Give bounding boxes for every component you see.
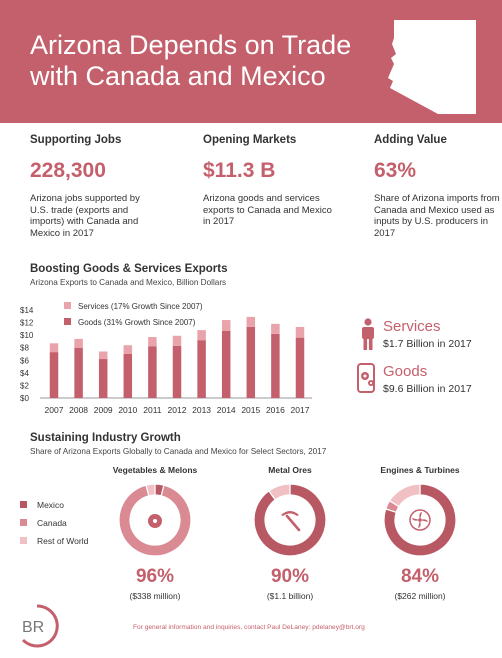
- x-tick-label: 2010: [118, 405, 138, 415]
- person-icon: [359, 318, 377, 350]
- bar-goods: [173, 346, 182, 398]
- stat-adding-value: [374, 134, 502, 239]
- bar-services: [99, 351, 108, 359]
- donut-percent: 84%: [400, 566, 440, 587]
- donut-slice-rest-of-world: [390, 484, 420, 507]
- bar-services: [124, 345, 133, 354]
- legend-label: Rest of World: [37, 536, 89, 546]
- legend-label: Mexico: [37, 500, 64, 510]
- pickaxe-icon: [278, 508, 302, 532]
- donut-vegetables-melons: [95, 465, 215, 615]
- phone-gears-icon: [356, 363, 378, 393]
- services-summary: [356, 318, 496, 358]
- bar-services: [148, 337, 157, 346]
- donut-title: Engines & Turbines: [380, 465, 460, 475]
- legend-swatch: [20, 501, 27, 508]
- legend-swatch: [20, 519, 27, 526]
- legend-swatch: [20, 537, 27, 544]
- y-tick-label: $0: [20, 394, 29, 403]
- x-tick-label: 2007: [44, 405, 64, 415]
- industry-section-title: Sustaining Industry Growth: [30, 432, 181, 444]
- x-tick-label: 2009: [93, 405, 113, 415]
- y-tick-label: $2: [20, 381, 29, 391]
- title-line-2: with Canada and Mexico: [30, 61, 326, 91]
- y-tick-label: $14: [20, 306, 34, 315]
- bar-goods: [247, 327, 256, 398]
- bar-goods: [296, 338, 305, 398]
- y-tick-label: $10: [20, 331, 34, 341]
- bar-goods: [148, 346, 157, 398]
- goods-value: $9.6 Billion in 2017: [383, 383, 472, 395]
- services-value: $1.7 Billion in 2017: [383, 338, 472, 350]
- exports-section-subtitle: Arizona Exports to Canada and Mexico, Billion Dollars: [30, 278, 227, 287]
- stat-heading: Supporting Jobs: [30, 134, 122, 146]
- exports-bar-chart: [20, 300, 320, 420]
- title-line-1: Arizona Depends on Trade: [30, 30, 352, 60]
- arizona-state-outline-icon: [386, 18, 478, 116]
- x-tick-label: 2017: [290, 405, 310, 415]
- tomato-icon: [145, 510, 165, 530]
- bar-goods: [222, 331, 231, 398]
- stat-description: Share of Arizona imports from Canada and Mexico used as inputs by U.S. producers in 2017: [374, 193, 500, 239]
- legend-swatch: [64, 318, 71, 325]
- y-tick-label: $4: [20, 368, 29, 378]
- goods-summary: [356, 363, 496, 403]
- goods-label: Goods: [383, 363, 428, 380]
- bar-goods: [197, 340, 206, 398]
- bar-goods: [74, 348, 83, 398]
- services-label: Services: [383, 318, 441, 335]
- donut-engines-turbines: [360, 465, 480, 615]
- bar-goods: [99, 359, 108, 398]
- legend-label: Canada: [37, 518, 67, 528]
- donut-percent: 90%: [270, 566, 310, 587]
- stat-heading: Opening Markets: [203, 134, 297, 146]
- x-tick-label: 2008: [69, 405, 89, 415]
- footer-contact-text: For general information and inquiries, contact Paul DeLaney: pdelaney@brt.org: [133, 624, 365, 631]
- page-title: [30, 30, 370, 92]
- header-banner: [0, 0, 502, 123]
- bar-services: [296, 327, 305, 338]
- bar-services: [74, 339, 83, 348]
- donut-amount: ($338 million): [129, 591, 181, 601]
- turbine-icon: [409, 509, 431, 531]
- y-tick-label: $6: [20, 356, 29, 366]
- bar-services: [173, 336, 182, 346]
- bar-services: [222, 320, 231, 331]
- legend-label: Goods (31% Growth Since 2007): [78, 318, 196, 327]
- x-tick-label: 2012: [167, 405, 187, 415]
- exports-section-title: Boosting Goods & Services Exports: [30, 263, 228, 275]
- br-logo-text: BR: [22, 619, 45, 636]
- stat-supporting-jobs: [30, 134, 180, 239]
- stat-value: 63%: [374, 159, 417, 182]
- donut-title: Metal Ores: [268, 465, 312, 475]
- donut-amount: ($262 million): [394, 591, 446, 601]
- bar-goods: [124, 354, 133, 398]
- bar-goods: [50, 352, 59, 398]
- donut-amount: ($1.1 billion): [266, 591, 314, 601]
- x-tick-label: 2013: [192, 405, 212, 415]
- stat-description: Arizona goods and services exports to Canada and Mexico in 2017: [203, 193, 332, 227]
- bar-services: [50, 343, 59, 352]
- stat-value: $11.3 B: [203, 159, 276, 182]
- stat-heading: Adding Value: [374, 134, 447, 146]
- bar-goods: [271, 334, 280, 398]
- bar-services: [247, 317, 256, 327]
- x-tick-label: 2015: [241, 405, 261, 415]
- bar-services: [271, 324, 280, 334]
- industry-section-subtitle: Share of Arizona Exports Globally to Canada and Mexico for Select Sectors, 2017: [30, 447, 327, 456]
- y-tick-label: $8: [20, 343, 29, 353]
- donut-title: Vegetables & Melons: [112, 465, 198, 475]
- br-logo: [14, 603, 60, 649]
- donut-metal-ores: [230, 465, 350, 615]
- stat-description: Arizona jobs supported by U.S. trade (exports and imports) with Canada and Mexico in 2017: [30, 193, 140, 239]
- legend-label: Services (17% Growth Since 2007): [78, 302, 203, 311]
- x-tick-label: 2014: [216, 405, 236, 415]
- y-tick-label: $12: [20, 318, 34, 328]
- x-tick-label: 2016: [265, 405, 285, 415]
- stat-value: 228,300: [30, 159, 106, 182]
- x-tick-label: 2011: [143, 405, 162, 415]
- bar-services: [197, 330, 206, 340]
- donut-percent: 96%: [135, 566, 175, 587]
- legend-swatch: [64, 302, 71, 309]
- stat-opening-markets: [203, 134, 353, 228]
